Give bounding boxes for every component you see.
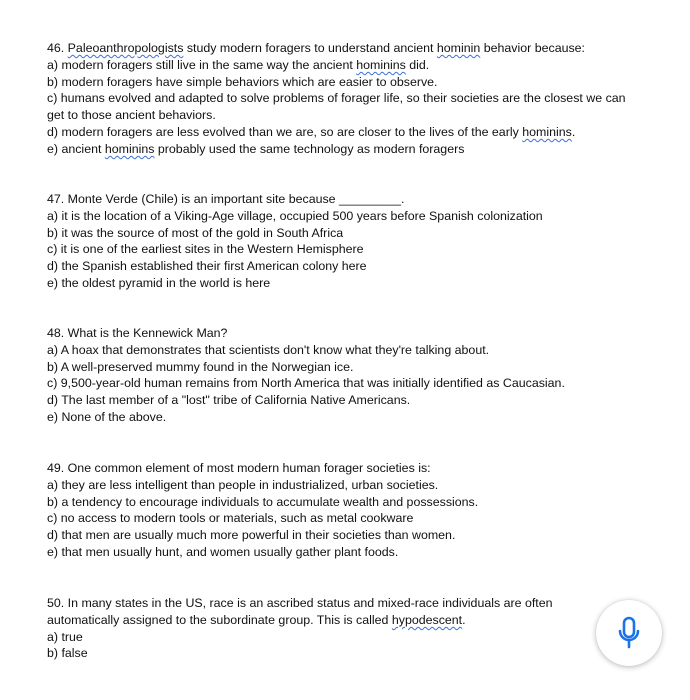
spellcheck-word[interactable]: hominin — [436, 41, 481, 55]
question-48-option-c: c) 9,500-year-old human remains from North America that was initially identified as Caucasian. — [47, 376, 565, 391]
question-46-stem — [47, 40, 647, 57]
microphone-icon — [616, 616, 642, 650]
question-48-option-a: a) A hoax that demonstrates that scientists don't know what they're talking about. — [47, 342, 490, 357]
option-text: e) ancient — [47, 141, 105, 156]
question-48 — [47, 325, 647, 426]
question-49-option-a: a) they are less intelligent than people in industrialized, urban societies. — [47, 477, 439, 492]
option-text: d) modern foragers are less evolved than we are, so are closer to the lives of the early — [47, 124, 523, 139]
spellcheck-word[interactable]: hypodescent — [391, 612, 463, 627]
question-47-option-d: d) the Spanish established their first American colony here — [47, 259, 367, 274]
question-47-option-c: c) it is one of the earliest sites in the Western Hemisphere — [47, 242, 364, 257]
question-49-stem: 49. One common element of most modern human forager societies is: — [47, 461, 431, 475]
question-47-option-a: a) it is the location of a Viking-Age village, occupied 500 years before Spanish colonization — [47, 208, 543, 223]
question-46-stem-end: behavior because: — [480, 41, 586, 55]
question-46-option-e — [47, 141, 647, 158]
spellcheck-word[interactable]: hominins — [104, 141, 155, 156]
question-47-option-e: e) the oldest pyramid in the world is here — [47, 275, 271, 290]
spellcheck-word[interactable]: hominins — [522, 124, 572, 139]
question-49-option-c: c) no access to modern tools or materials, such as metal cookware — [47, 511, 414, 526]
question-47 — [47, 191, 647, 292]
option-text: . — [571, 124, 576, 139]
question-49-option-d: d) that men are usually much more powerful in their societies than women. — [47, 528, 456, 543]
question-46-stem-text: study modern foragers to understand ancient — [183, 41, 437, 55]
question-50-stem — [47, 595, 572, 629]
question-50-option-b: b) false — [47, 646, 88, 661]
question-47-option-b: b) it was the source of most of the gold in South Africa — [47, 225, 344, 240]
spellcheck-word[interactable]: hominins — [356, 57, 406, 72]
question-46-option-c: c) humans evolved and adapted to solve problems of forager life, so their societies are the closest we can get to those ancient behaviors. — [47, 91, 626, 123]
spellcheck-word[interactable]: Paleoanthropologists — [67, 41, 184, 55]
option-text: probably used the same technology as modern foragers — [154, 141, 465, 156]
question-47-stem: 47. Monte Verde (Chile) is an important site because _________. — [47, 192, 405, 206]
question-49-option-e: e) that men usually hunt, and women usually gather plant foods. — [47, 544, 399, 559]
question-46 — [47, 40, 647, 158]
question-46-option-d — [47, 124, 647, 141]
question-46-option-a — [47, 57, 647, 74]
question-49-option-b: b) a tendency to encourage individuals to accumulate wealth and possessions. — [47, 494, 479, 509]
question-50-stem-text: 50. In many states in the US, race is an ascribed status and mixed-race individuals are often automatically assigned to the subordinate group. This is called — [47, 596, 553, 627]
question-49 — [47, 460, 647, 561]
question-50 — [47, 595, 572, 662]
question-46-option-b: b) modern foragers have simple behaviors which are easier to observe. — [47, 74, 438, 89]
voice-input-button[interactable] — [596, 600, 662, 666]
question-48-option-d: d) The last member of a "lost" tribe of California Native Americans. — [47, 393, 411, 408]
question-48-option-e: e) None of the above. — [47, 409, 167, 424]
option-text: a) modern foragers still live in the same way the ancient — [47, 57, 357, 72]
question-50-option-a: a) true — [47, 629, 83, 644]
option-text: did. — [405, 57, 430, 72]
question-48-option-b: b) A well-preserved mummy found in the Norwegian ice. — [47, 359, 354, 374]
question-46-number: 46. — [47, 41, 68, 55]
question-50-stem-end: . — [462, 612, 466, 627]
question-48-stem: 48. What is the Kennewick Man? — [47, 326, 228, 340]
